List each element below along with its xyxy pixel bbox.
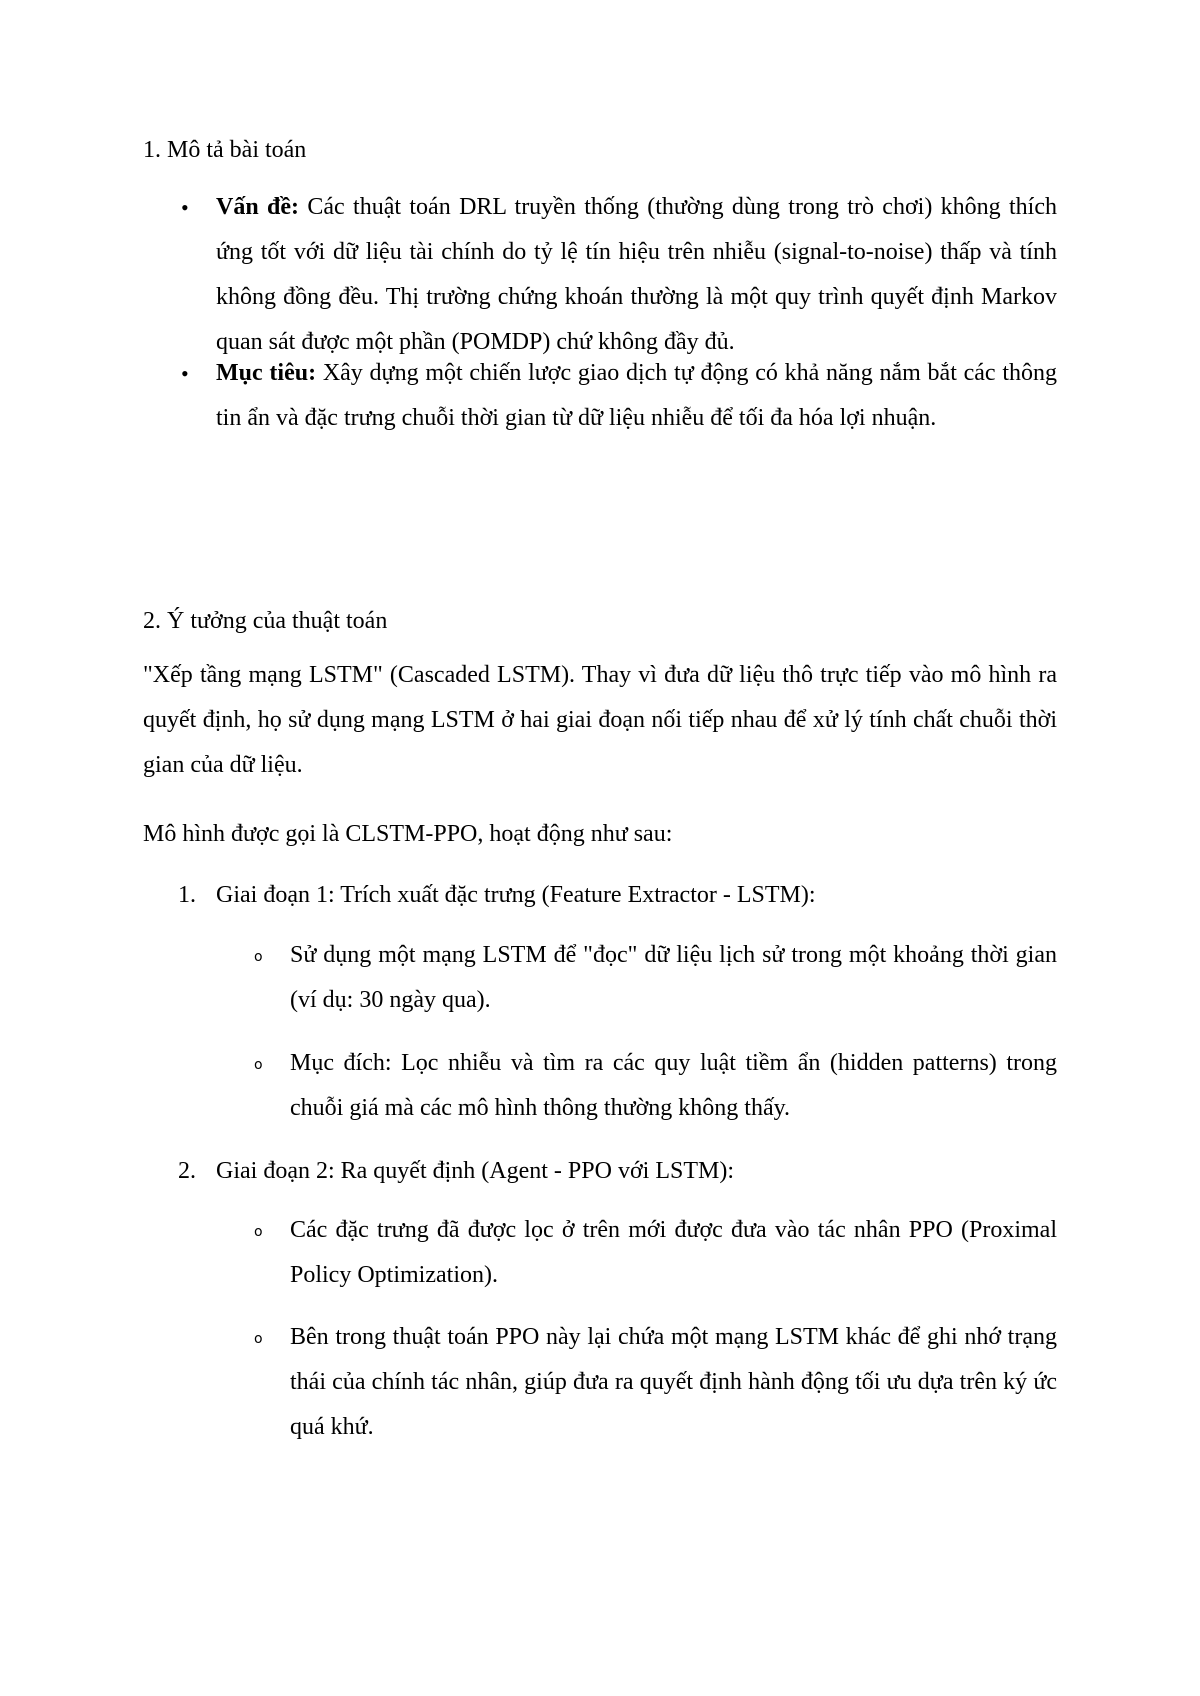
sub-item-text: Sử dụng một mạng LSTM để "đọc" dữ liệu lịch sử trong một khoảng thời gian (ví dụ: 30 ngày qua). bbox=[290, 942, 1057, 1013]
sub-item-text: Mục đích: Lọc nhiễu và tìm ra các quy luật tiềm ẩn (hidden patterns) trong chuỗi giá mà các mô hình thông thường không thấy. bbox=[290, 1050, 1057, 1121]
stage-1-item bbox=[178, 873, 1057, 918]
circle-bullet-icon: o bbox=[254, 1057, 263, 1073]
bullet-icon: • bbox=[181, 361, 189, 386]
stage-title: Giai đoạn 2: Ra quyết định (Agent - PPO với LSTM): bbox=[216, 1158, 734, 1184]
bullet-text: Xây dựng một chiến lược giao dịch tự động có khả năng nắm bắt các thông tin ẩn và đặc trưng chuỗi thời gian từ dữ liệu nhiễu để tối đa hóa lợi nhuận. bbox=[216, 360, 1057, 431]
list-number: 2. bbox=[178, 1158, 196, 1184]
list-number: 1. bbox=[178, 882, 196, 908]
circle-bullet-icon: o bbox=[254, 949, 263, 965]
bullet-label: Mục tiêu: bbox=[216, 360, 317, 386]
stage-title: Giai đoạn 1: Trích xuất đặc trưng (Feature Extractor - LSTM): bbox=[216, 882, 816, 908]
bullet-item-goal bbox=[181, 351, 1057, 441]
circle-bullet-icon: o bbox=[254, 1331, 263, 1347]
section-2-heading: 2. Ý tưởng của thuật toán bbox=[143, 608, 388, 634]
stage-2-item bbox=[178, 1149, 1057, 1194]
bullet-label: Vấn đề: bbox=[216, 194, 300, 220]
bullet-text: Các thuật toán DRL truyền thống (thường dùng trong trò chơi) không thích ứng tốt với dữ liệu tài chính do tỷ lệ tín hiệu trên nhiễu (signal-to-noise) thấp và tính không đồng đều. Thị trường chứng khoán thường là một quy trình quyết định Markov quan sát được một phần (POMDP) chứ không đầy đủ. bbox=[216, 194, 1057, 355]
model-paragraph: Mô hình được gọi là CLSTM-PPO, hoạt động như sau: bbox=[143, 821, 673, 847]
bullet-icon: • bbox=[181, 195, 189, 220]
section-1-heading: 1. Mô tả bài toán bbox=[143, 137, 307, 163]
sub-list-item bbox=[254, 1041, 1057, 1131]
sub-list-item bbox=[254, 1315, 1057, 1450]
circle-bullet-icon: o bbox=[254, 1224, 263, 1240]
intro-paragraph: "Xếp tầng mạng LSTM" (Cascaded LSTM). Thay vì đưa dữ liệu thô trực tiếp vào mô hình ra quyết định, họ sử dụng mạng LSTM ở hai giai đoạn nối tiếp nhau để xử lý tính chất chuỗi thời gian của dữ liệu. bbox=[143, 662, 1057, 778]
sub-item-text: Các đặc trưng đã được lọc ở trên mới được đưa vào tác nhân PPO (Proximal Policy Optimization). bbox=[290, 1217, 1057, 1288]
bullet-item-problem bbox=[181, 185, 1057, 365]
sub-list-item bbox=[254, 1208, 1057, 1298]
sub-list-item bbox=[254, 933, 1057, 1023]
sub-item-text: Bên trong thuật toán PPO này lại chứa một mạng LSTM khác để ghi nhớ trạng thái của chính tác nhân, giúp đưa ra quyết định hành động tối ưu dựa trên ký ức quá khứ. bbox=[290, 1324, 1057, 1440]
